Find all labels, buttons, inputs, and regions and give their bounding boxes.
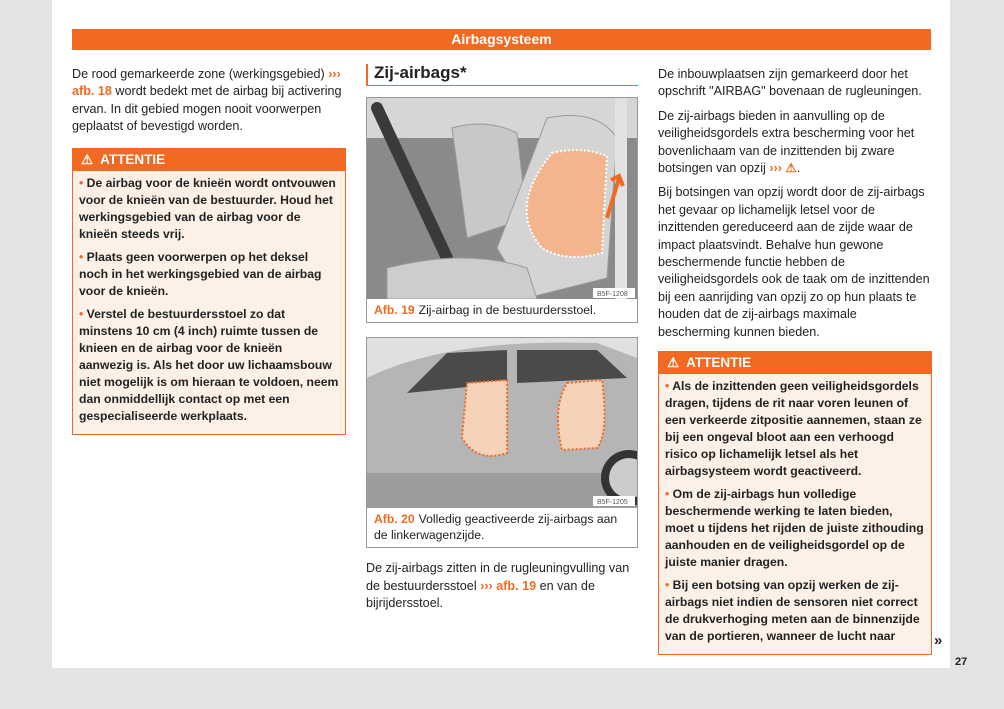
warning-item: • De airbag voor de knieën wordt ontvouwen voor de knieën van de bestuurder. Houd het werkingsgebied van de airbag voor de knieën steeds vrij. — [79, 175, 336, 241]
section-heading: Zij-airbags* — [366, 64, 638, 86]
warning-item: • Als de inzittenden geen veiligheidsgordels dragen, tijdens de rit naar voren leunen of een verkeerde zitpositie aannemen, staan ze bij een ongeval bloot aan een verhoogd risico op lichamelijk letsel als het airbagsysteem wordt geactiveerd. — [665, 379, 922, 479]
warning-item: • Om de zij-airbags hun volledige beschermende werking te laten bieden, moet u tijdens het rijden de juiste zithouding aanhouden en de veiligheidsgordel op de juiste manier dragen. — [665, 487, 924, 570]
text: wordt bedekt met de airbag bij activering ervan. In dit gebied mogen nooit voorwerpen geplaatst of bevestigd worden. — [72, 84, 342, 134]
warning-title: ATTENTIE — [686, 355, 752, 371]
warning-item: • Bij een botsing van opzij werken de zij-airbags niet indien de sensoren niet correct de drukverhoging meten aan de binnenzijde van de portieren, wanneer de lucht naar — [665, 578, 920, 644]
warning-title: ATTENTIE — [100, 151, 166, 167]
middle-column — [366, 64, 638, 620]
right-column — [658, 66, 932, 655]
figure-20 — [366, 337, 638, 548]
warning-icon[interactable]: ⚠ — [785, 161, 797, 176]
figure-caption: Afb. 19 Zij-airbag in de bestuurdersstoel. — [374, 303, 597, 318]
fig-link[interactable]: afb. 18 — [72, 84, 112, 99]
warning-box — [72, 148, 346, 435]
page-number: 27 — [955, 656, 968, 668]
warning-header — [659, 352, 931, 374]
ref-arrow: ››› — [328, 67, 341, 81]
warning-icon: ⚠ — [81, 151, 94, 167]
intro-paragraph — [72, 66, 346, 136]
paragraph: De inbouwplaatsen zijn gemarkeerd door het opschrift "AIRBAG" bovenaan de rugleuningen. — [658, 67, 922, 99]
warning-box — [658, 351, 932, 655]
paragraph: De zij-airbags bieden in aanvulling op de veiligheidsgordels extra bescherming voor het bovenlichaam van de inzittenden bij zware botsingen van opzij ››› ⚠. — [658, 108, 915, 176]
warning-item: • Verstel de bestuurdersstoel zo dat minstens 10 cm (4 inch) ruimte tussen de knieen en de airbag voor de knieën aanwezig is. Als het door uw lichaamsbouw niet mogelijk is om hieraan te voldoen, neem dan onmiddellijk contact op met een gespecialiseerde werkplaats. — [79, 306, 339, 423]
left-column — [72, 66, 346, 435]
seat-location-paragraph: De zij-airbags zitten in de rugleuningvulling van de bestuurdersstoel ››› afb. 19 en van de bijrijdersstoel. — [366, 561, 630, 611]
figure-19 — [366, 97, 638, 323]
svg-text:B5F-1205: B5F-1205 — [597, 499, 628, 507]
text: De rood gemarkeerde zone (werkingsgebied) — [72, 67, 329, 81]
fig-link[interactable]: afb. 19 — [496, 578, 537, 593]
warning-icon: ⚠ — [667, 355, 680, 371]
svg-text:B5F-1208: B5F-1208 — [597, 291, 628, 299]
seat-airbag-illustration — [367, 98, 637, 299]
continued-marker: » — [934, 632, 943, 649]
figure-caption: Afb. 20 Volledig geactiveerde zij-airbags aan de linkerwagenzijde. — [374, 512, 618, 543]
warning-item: • Plaats geen voorwerpen op het deksel noch in het werkingsgebied van de airbag voor de knieën. — [79, 249, 322, 298]
car-side-airbags-illustration — [367, 338, 637, 508]
warning-header — [73, 149, 345, 171]
section-header: Airbagsysteem — [72, 29, 931, 50]
paragraph: Bij botsingen van opzij wordt door de zij-airbags het gevaar op lichamelijk letsel voor de inzittenden gereduceerd aan de zijde waar de impact plaatsvindt. Behalve hun gewone beschermende functie hebben de veiligheidsgordels ook de taak om de inzittenden bij een aanrijding van opzij zo op hun plaats te houden dat de zij-airbags maximale bescherming kunnen bieden. — [658, 185, 930, 339]
